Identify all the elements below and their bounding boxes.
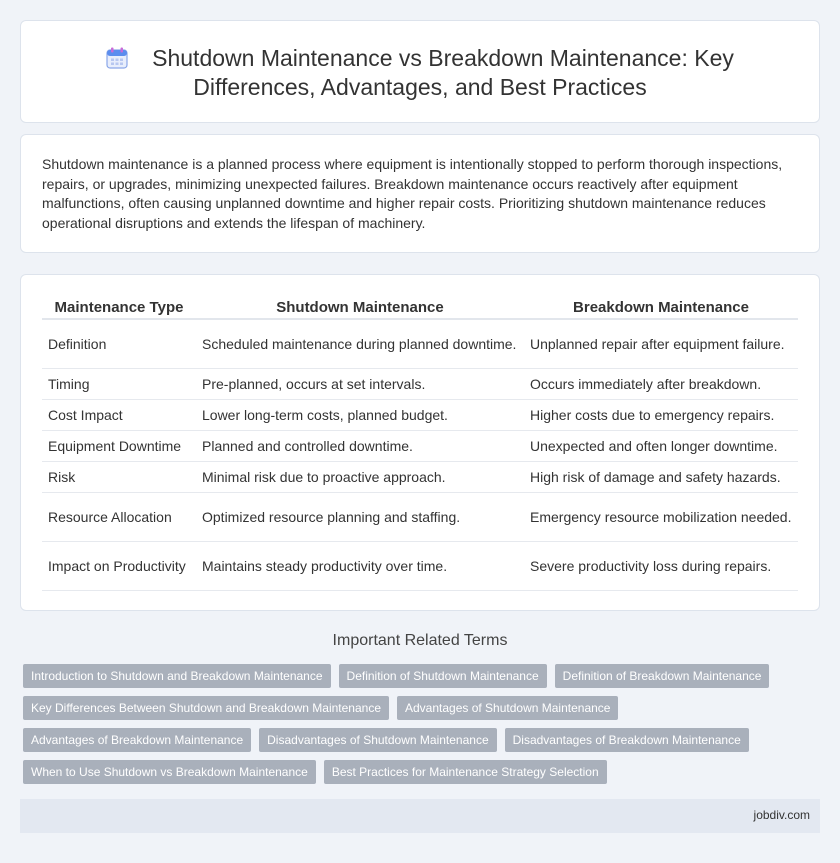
comparison-table <box>42 295 798 591</box>
shutdown-cell: Pre-planned, occurs at set intervals. <box>196 368 524 399</box>
row-label: Definition <box>42 319 196 368</box>
breakdown-cell: High risk of damage and safety hazards. <box>524 461 798 492</box>
intro-card <box>20 134 820 253</box>
related-term-tag[interactable]: Definition of Shutdown Maintenance <box>339 664 547 688</box>
table-header-row <box>42 295 798 319</box>
footer-site-link[interactable]: jobdiv.com <box>753 808 810 822</box>
breakdown-cell: Emergency resource mobilization needed. <box>524 492 798 541</box>
footer <box>20 799 820 833</box>
related-terms-heading: Important Related Terms <box>332 632 508 649</box>
header-breakdown: Breakdown Maintenance <box>524 295 798 319</box>
related-term-tag[interactable]: Advantages of Shutdown Maintenance <box>397 696 618 720</box>
header-shutdown: Shutdown Maintenance <box>196 295 524 319</box>
related-term-tag[interactable]: When to Use Shutdown vs Breakdown Maintenance <box>23 760 316 784</box>
table-row <box>42 368 798 399</box>
comparison-card <box>20 274 820 611</box>
related-term-tag[interactable]: Definition of Breakdown Maintenance <box>555 664 770 688</box>
table-row <box>42 399 798 430</box>
row-label: Cost Impact <box>42 399 196 430</box>
related-term-tag[interactable]: Disadvantages of Shutdown Maintenance <box>259 728 496 752</box>
shutdown-cell: Minimal risk due to proactive approach. <box>196 461 524 492</box>
breakdown-cell: Unexpected and often longer downtime. <box>524 430 798 461</box>
row-label: Equipment Downtime <box>42 430 196 461</box>
row-label: Timing <box>42 368 196 399</box>
table-row <box>42 430 798 461</box>
shutdown-cell: Scheduled maintenance during planned downtime. <box>196 319 524 368</box>
breakdown-cell: Occurs immediately after breakdown. <box>524 368 798 399</box>
row-label: Risk <box>42 461 196 492</box>
related-term-tag[interactable]: Disadvantages of Breakdown Maintenance <box>505 728 749 752</box>
breakdown-cell: Unplanned repair after equipment failure. <box>524 319 798 368</box>
shutdown-cell: Lower long-term costs, planned budget. <box>196 399 524 430</box>
row-label: Impact on Productivity <box>42 541 196 590</box>
row-label: Resource Allocation <box>42 492 196 541</box>
related-term-tag[interactable]: Key Differences Between Shutdown and Breakdown Maintenance <box>23 696 389 720</box>
related-term-tag[interactable]: Introduction to Shutdown and Breakdown Maintenance <box>23 664 331 688</box>
title-card <box>20 20 820 123</box>
shutdown-cell: Planned and controlled downtime. <box>196 430 524 461</box>
table-row <box>42 461 798 492</box>
table-row <box>42 541 798 590</box>
related-terms-list <box>23 664 813 792</box>
breakdown-cell: Severe productivity loss during repairs. <box>524 541 798 590</box>
table-row <box>42 319 798 368</box>
intro-paragraph: Shutdown maintenance is a planned process where equipment is intentionally stopped to perform thorough inspections, repairs, or upgrades, minimizing unexpected failures. Breakdown maintenance occurs reactively after equipment malfunctions, often causing unplanned downtime and higher repair costs. Prioritizing shutdown maintenance reduces operational disruptions and extends the lifespan of machinery. <box>42 156 783 231</box>
shutdown-cell: Maintains steady productivity over time. <box>196 541 524 590</box>
related-term-tag[interactable]: Best Practices for Maintenance Strategy Selection <box>324 760 607 784</box>
related-term-tag[interactable]: Advantages of Breakdown Maintenance <box>23 728 251 752</box>
table-row <box>42 492 798 541</box>
calendar-icon <box>106 47 128 69</box>
shutdown-cell: Optimized resource planning and staffing. <box>196 492 524 541</box>
header-maintenance-type: Maintenance Type <box>42 295 196 319</box>
breakdown-cell: Higher costs due to emergency repairs. <box>524 399 798 430</box>
page-title: Shutdown Maintenance vs Breakdown Maintenance: Key Differences, Advantages, and Best Practices <box>152 45 734 100</box>
